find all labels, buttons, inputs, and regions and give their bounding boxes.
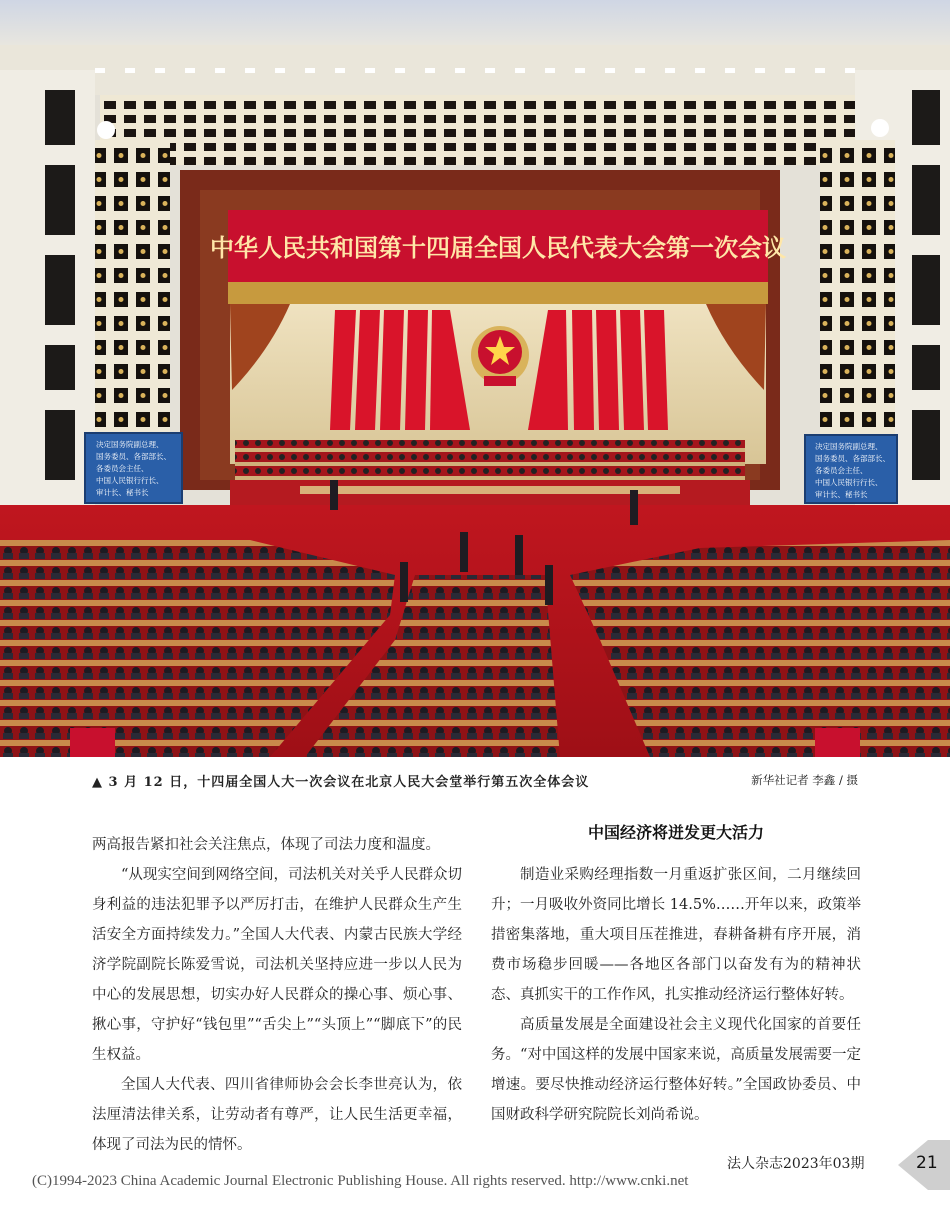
paragraph: 高质量发展是全面建设社会主义现代化国家的首要任务。“对中国这样的发展中国家来说，高质量发展需要一定增速。要尽快推动经济运行整体好转。”全国政协委员、中国财政科学研究院院长刘尚希说。 [491,1017,861,1123]
screen-left-text: 决定国务院副总理、 国务委员、各部部长、 各委员会主任、 中国人民银行行长、 审计长、秘书长 [96,440,171,497]
photo-caption: ▲ 3 月 12 日，十四届全国人大一次会议在北京人民大会堂举行第五次全体会议 [92,775,590,790]
paragraph: 两高报告紧扣社会关注焦点，体现了司法力度和温度。 [92,837,440,853]
right-lattice-wall [820,140,895,440]
caption-row [0,757,950,807]
screen-right-text: 决定国务院副总理、 国务委员、各部部长、 各委员会主任、 中国人民银行行长、 审计长、秘书长 [815,442,890,499]
right-column [491,818,861,1130]
left-lattice-wall [95,140,170,440]
copyright-notice: (C)1994-2023 China Academic Journal Electronic Publishing House. All rights reserved. http://www.cnki.net [32,1173,689,1189]
ceiling-coffers [100,95,870,165]
paragraph: 制造业采购经理指数一月重返扩张区间，二月继续回升；一月吸收外资同比增长 14.5%……开年以来，政策举措密集落地，重大项目压茬推进，春耕备耕有序开展，消费市场稳步回暖——各地区各部门以奋发有为的精神状态、真抓实干的工作作风，扎实推动经济运行整体好转。 [491,867,861,1003]
journal-footer: 法人杂志2023年03期 [727,1156,865,1172]
paragraph: 全国人大代表、四川省律师协会会长李世亮认为，依法厘清法律关系，让劳动者有尊严，让人民生活更幸福，体现了司法为民的情怀。 [92,1077,462,1153]
banner-text: 中华人民共和国第十四届全国人民代表大会第一次会议 [210,234,786,262]
left-column [92,830,462,1160]
paragraph: “从现实空间到网络空间，司法机关对关乎人民群众切身利益的违法犯罪予以严厉打击，在维护人民群众生产生活安全方面持续发力。”全国人大代表、内蒙古民族大学经济学院副院长陈爱雪说，司法机关坚持应进一步以人民为中心的发展思想，切实办好人民群众的操心事、烦心事、揪心事，守护好“钱包里”“舌尖上”“头顶上”“脚底下”的民生权益。 [92,867,462,1063]
section-heading: 中国经济将迸发更大活力 [587,823,764,842]
photo-credit: 新华社记者 李鑫 / 摄 [751,773,858,787]
page-number: 21 [916,1153,938,1173]
